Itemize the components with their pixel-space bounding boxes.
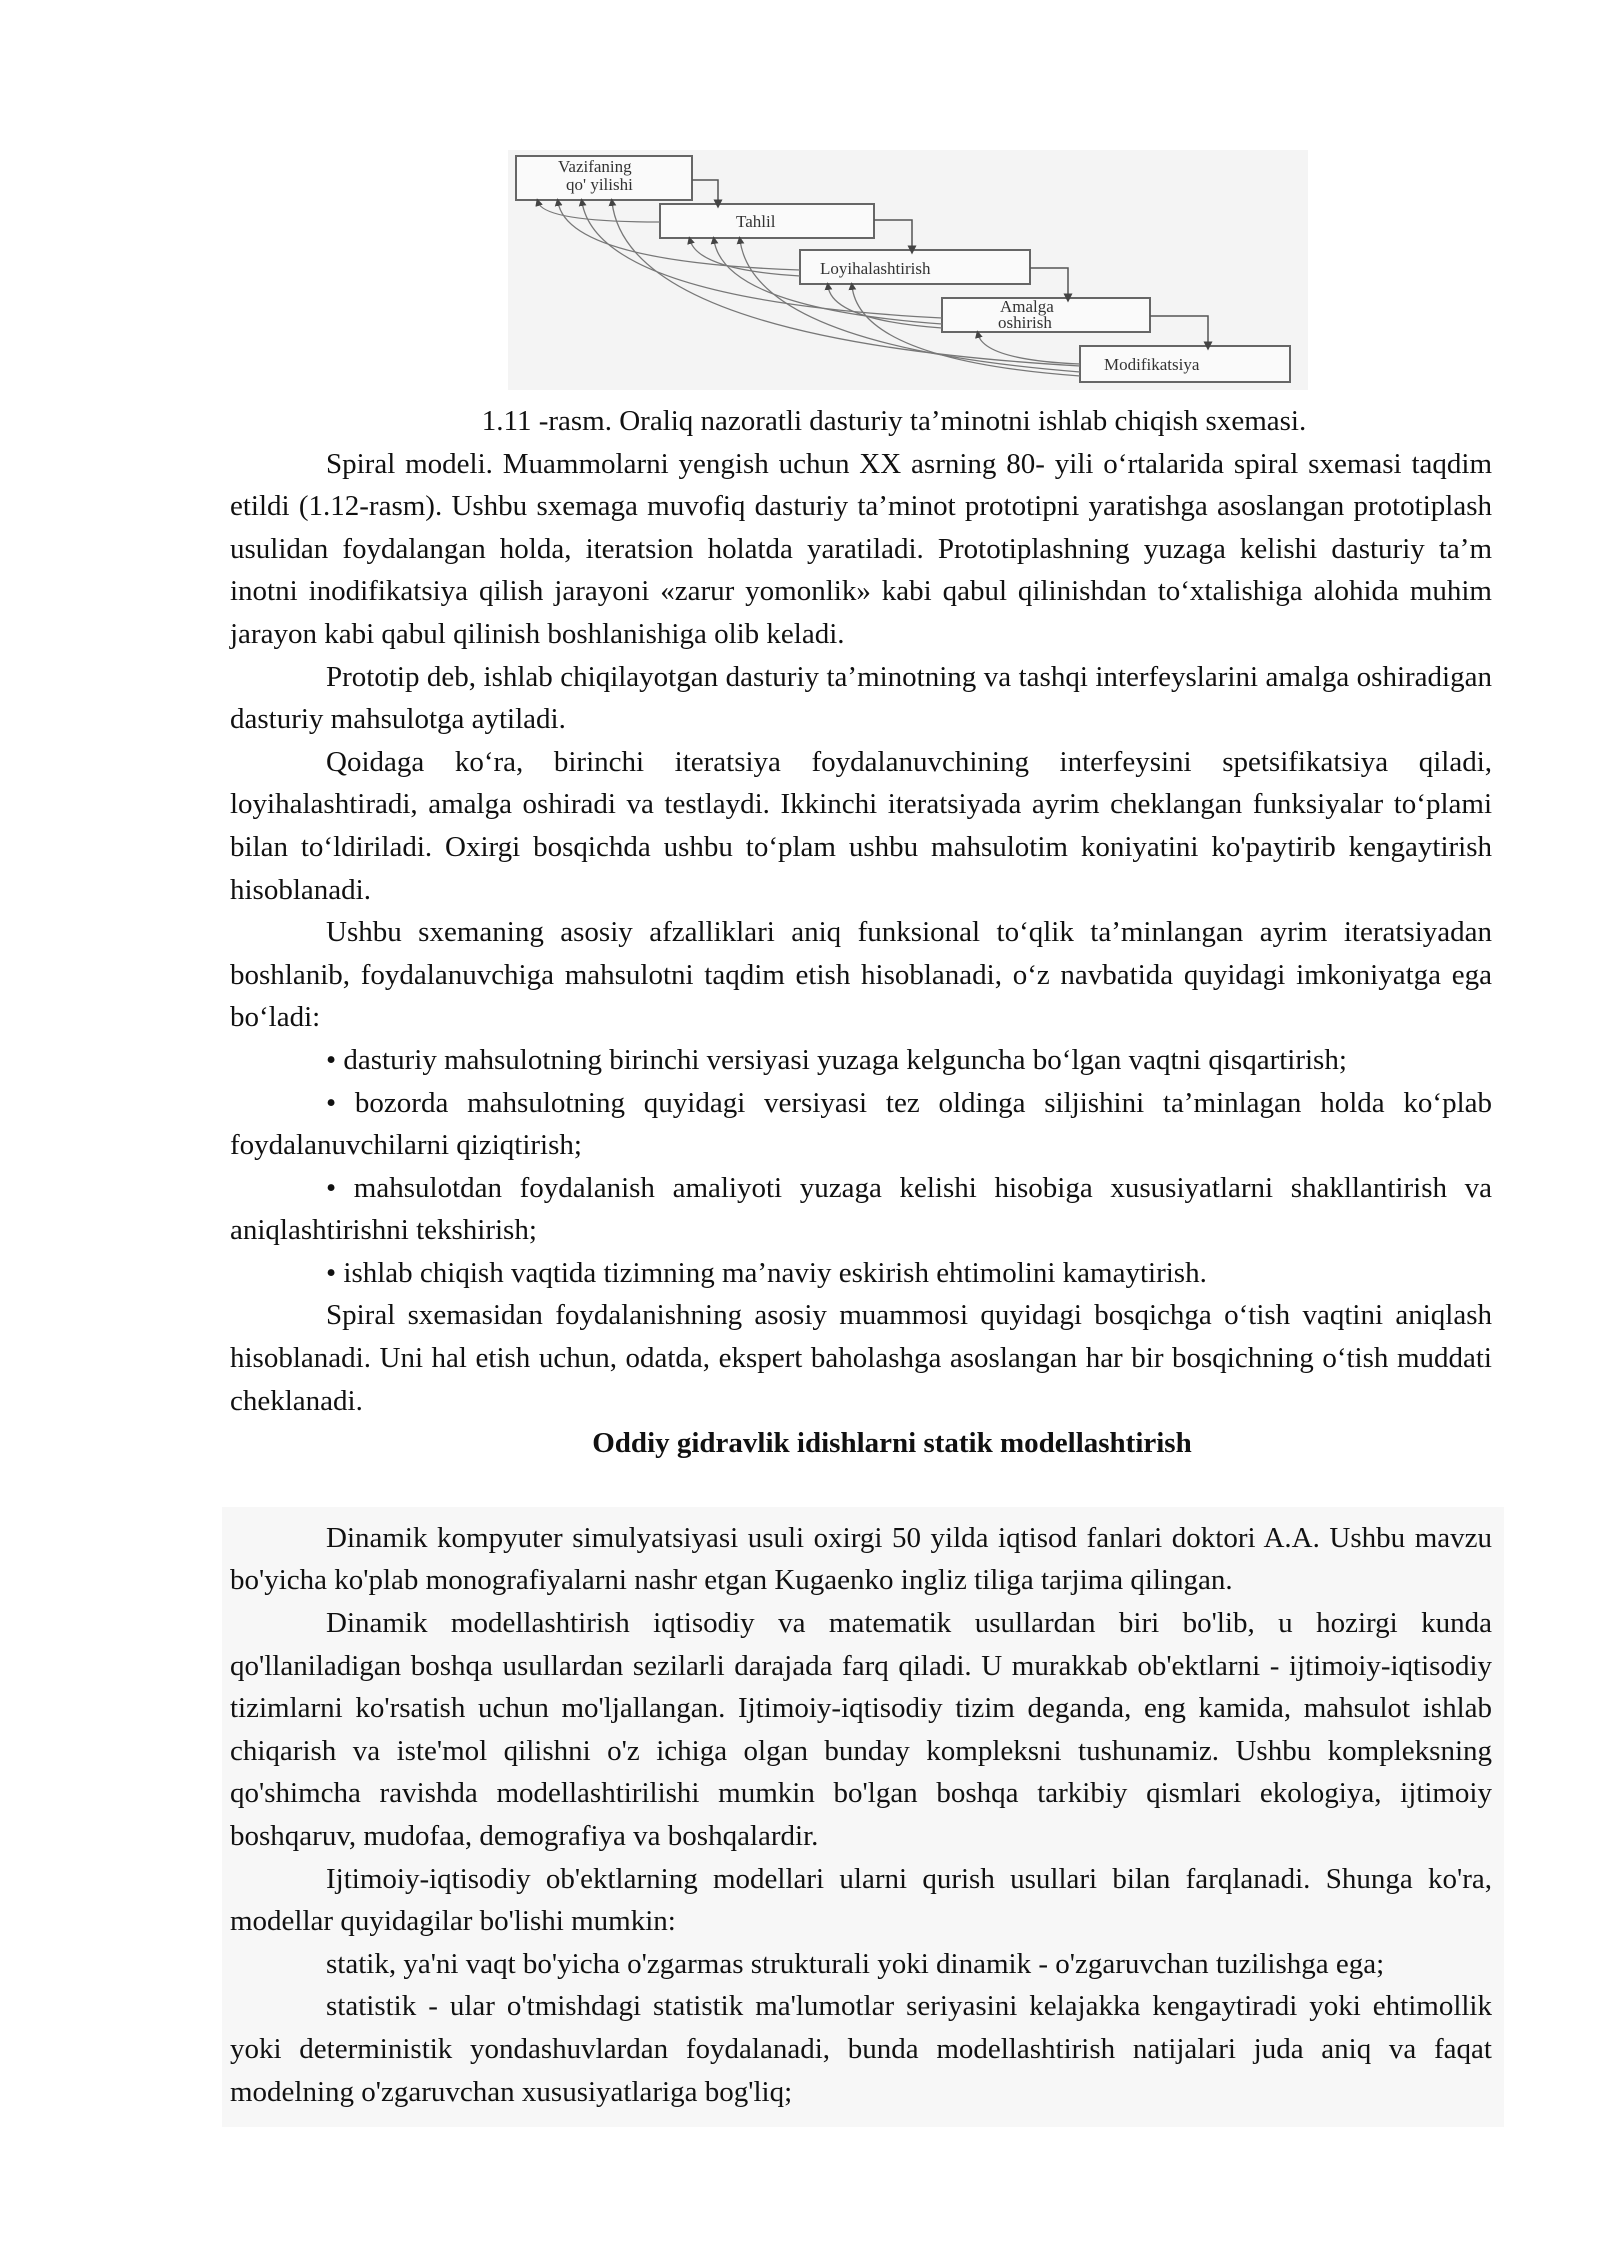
paragraph-dynamic-simulation: Dinamik kompyuter simulyatsiyasi usuli oxirgi 50 yilda iqtisod fanlari doktori A.A. Ushbu mavzu bo'yicha ko'plab monografiyalarni nashr etgan Kugaenko ingliz tiliga tarjima qilingan. <box>230 1521 1492 1597</box>
section-heading: Oddiy gidravlik idishlarni statik modellashtirish <box>592 1427 1192 1460</box>
box-loyiha-label: Loyihalashtirish <box>820 259 931 278</box>
flow-arrow-2 <box>874 220 912 250</box>
paragraph-advantages: Ushbu sxemaning asosiy afzalliklari aniq funksional toʻqlik ta’minlangan ayrim iteratsiyadan boshlanib, foydalanuvchiga mahsulotni taqdim etish hisoblanadi, o‘z navbatida quyidagi imkoniyatga ega bo‘ladi: <box>230 916 1492 1034</box>
box-vazifa-line1: Vazifaning <box>558 157 632 176</box>
box-amalga-line1: Amalga <box>1000 297 1054 316</box>
feedback-8 <box>828 286 942 328</box>
paragraph-iterations: Qoidaga ko‘ra, birinchi iteratsiya foydalanuvchining interfeysini spetsifikatsiya qiladi, loyihalashtiradi, amalga oshiradi va testlaydi. Ikkinchi iteratsiyada ayrim cheklangan funksiyalar to‘plami bilan to‘ldiriladi. Oxirgi bosqichda ushbu to‘plam ushbu mahsulotim koniyatini ko'paytirib kengaytirish hisoblanadi. <box>230 745 1492 906</box>
bullet-item-4: • ishlab chiqish vaqtida tizimning ma’naviy eskirish ehtimolini kamaytirish. <box>326 1256 1207 1289</box>
box-vazifa-line2: qo' yilishi <box>566 175 633 194</box>
flow-arrow-1 <box>692 180 718 204</box>
paragraph-spiral-problem: Spiral sxemasidan foydalanishning asosiy muammosi quyidagi bosqichga o‘tish vaqtini aniqlash hisoblanadi. Uni hal etish uchun, odatda, ekspert baholashga asoslangan har bir bosqichning o‘tish muddati cheklanadi. <box>230 1299 1492 1417</box>
box-amalga-line2: oshirish <box>998 313 1052 332</box>
waterfall-diagram-svg <box>508 150 1308 390</box>
bullet-item-2: • bozorda mahsulotning quyidagi versiyasi tez oldinga siljishini ta’minlagan holda ko‘plab foydalanuvchilarni qiziqtirish; <box>230 1086 1492 1162</box>
flow-arrow-4 <box>1150 316 1208 346</box>
paragraph-prototype: Prototip deb, ishlab chiqilayotgan dasturiy ta’minotning va tashqi interfeyslarini amalga oshiradigan dasturiy mahsulotga aytiladi. <box>230 660 1492 736</box>
flow-arrow-3 <box>1030 268 1068 298</box>
waterfall-diagram <box>508 150 1308 390</box>
box-modifikatsiya-label: Modifikatsiya <box>1104 355 1200 374</box>
bullet-item-1: • dasturiy mahsulotning birinchi versiyasi yuzaga kelguncha bo‘lgan vaqtni qisqartirish; <box>326 1043 1347 1076</box>
box-tahlil-label: Tahlil <box>736 212 776 231</box>
feedback-1 <box>538 202 660 222</box>
paragraph-statistic: statistik - ular o'tmishdagi statistik ma'lumotlar seriyasini kelajakka kengaytiradi yoki ehtimollik yoki deterministik yondashuvlardan foydalanadi, bunda modellashtirish natijalari juda aniq va faqat modelning o'zgaruvchan xususiyatlariga bog'liq; <box>230 1990 1492 2108</box>
paragraph-dynamic-modelling: Dinamik modellashtirish iqtisodiy va matematik usullardan biri bo'lib, u hozirgi kunda qo'llaniladigan boshqa usullardan sezilarli darajada farq qiladi. U murakkab ob'ektlarni - ijtimoiy-iqtisodiy tizimlarni ko'rsatish uchun mo'ljallangan. Ijtimoiy-iqtisodiy tizim deganda, eng kamida, mahsulot ishlab chiqarish va iste'mol qilishni o'z ichiga olgan bunday kompleksni tushunamiz. Ushbu kompleksning qo'shimcha ravishda modellashtirilishi mumkin bo'lgan boshqa tarkibiy qismlari ekologiya, ijtimoiy boshqaruv, mudofaa, demografiya va boshqalardir. <box>230 1607 1492 1852</box>
figure-caption: 1.11 -rasm. Oraliq nazoratli dasturiy ta’minotni ishlab chiqish sxemasi. <box>481 405 1307 437</box>
paragraph-spiral-model: Spiral modeli. Muammolarni yengish uchun XX asrning 80- yili oʻrtalarida spiral sxemasi taqdim etildi (1.12-rasm). Ushbu sxemaga muvofiq dasturiy ta’minot prototipni yaratishga asoslangan prototiplash usulidan foydalangan holda, iteratsion holatda yaratiladi. Prototiplashning yuzaga kelishi dasturiy ta’m inotni inodifikatsiya qilish jarayoni «zarur yomonlik» kabi qabul qilinishdan to‘xtalishiga alohida muhim jarayon kabi qabul qilinish boshlanishiga olib keladi. <box>230 447 1492 650</box>
page-content <box>230 400 1492 2127</box>
paragraph-static: statik, ya'ni vaqt bo'yicha o'zgarmas strukturali yoki dinamik - o'zgaruvchan tuzilishga ega; <box>326 1947 1385 1980</box>
bullet-item-3: • mahsulotdan foydalanish amaliyoti yuzaga kelishi hisobiga xususiyatlarni shakllantirish va aniqlashtirishni tekshirish; <box>230 1171 1492 1247</box>
pasted-section <box>222 1507 1504 2127</box>
paragraph-model-types: Ijtimoiy-iqtisodiy ob'ektlarning modellari ularni qurish usullari bilan farqlanadi. Shunga ko'ra, modellar quyidagilar bo'lishi mumkin: <box>230 1862 1492 1938</box>
